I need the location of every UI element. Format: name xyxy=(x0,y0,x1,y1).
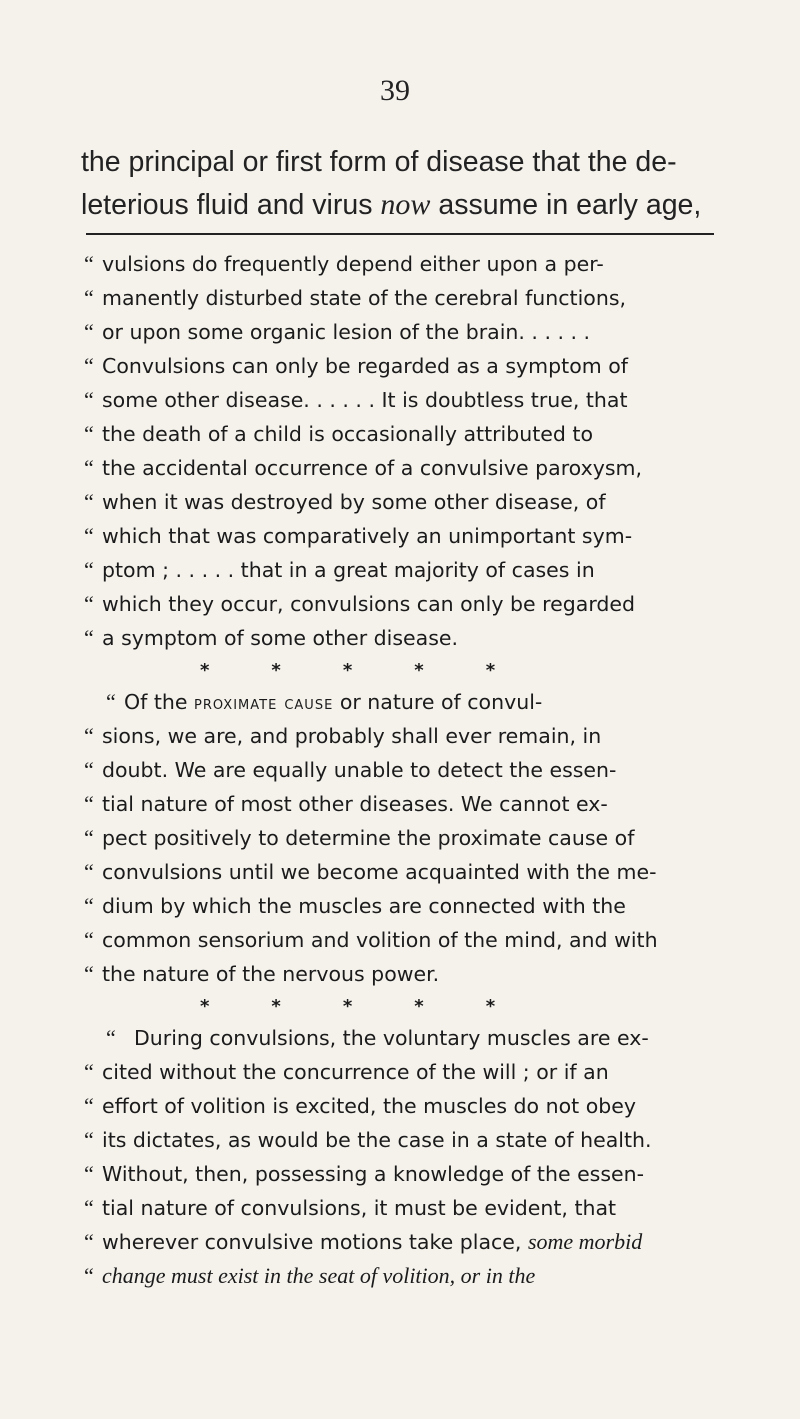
quote-mark: “ xyxy=(84,591,94,616)
quote-line-text: common sensorium and volition of the mind, and with xyxy=(102,928,658,952)
quote-line xyxy=(84,1195,616,1221)
quote-mark: “ xyxy=(106,689,116,714)
quote-line xyxy=(84,1263,535,1289)
quote-mark: “ xyxy=(84,927,94,952)
quote-line xyxy=(84,251,604,277)
quote-line-text: which they occur, convulsions can only be regarded xyxy=(102,592,636,616)
quote-line xyxy=(84,757,616,783)
star: * xyxy=(414,660,424,681)
quote-line-text: ptom ; . . . . . that in a great majority of cases in xyxy=(102,558,595,582)
quote-line xyxy=(84,1093,636,1119)
quote-mark: “ xyxy=(84,319,94,344)
quote-line-text: Of the xyxy=(124,690,195,714)
quote-mark: “ xyxy=(84,557,94,582)
top-rule xyxy=(86,233,714,235)
quote-line xyxy=(84,557,595,583)
quote-line xyxy=(84,689,542,715)
quote-line xyxy=(84,1059,609,1085)
quote-mark: “ xyxy=(84,421,94,446)
quote-line-text: the accidental occurrence of a convulsive paroxysm, xyxy=(102,456,643,480)
quote-line-text: the nature of the nervous power. xyxy=(102,962,440,986)
quote-line xyxy=(84,489,606,515)
quote-mark: “ xyxy=(84,893,94,918)
quote-line xyxy=(84,1161,644,1187)
quote-line-text: effort of volition is excited, the muscles do not obey xyxy=(102,1094,637,1118)
quote-line-text: when it was destroyed by some other disease, of xyxy=(102,490,606,514)
header-line-1: the principal or first form of disease that the de- xyxy=(81,146,677,178)
quote-mark: “ xyxy=(84,1195,94,1220)
quote-line xyxy=(84,859,657,885)
quote-line-text: tial nature of convulsions, it must be evident, that xyxy=(102,1196,617,1220)
quote-mark: “ xyxy=(84,387,94,412)
quote-line xyxy=(84,353,628,379)
quote-line-text: some other disease. . . . . . It is doubtless true, that xyxy=(102,388,628,412)
quote-mark: “ xyxy=(84,825,94,850)
star: * xyxy=(200,660,210,681)
quote-line xyxy=(84,319,590,345)
quote-line-text: its dictates, as would be the case in a state of health. xyxy=(102,1128,652,1152)
quote-mark: “ xyxy=(84,791,94,816)
italic-phrase: some morbid xyxy=(527,1229,643,1254)
quote-mark: “ xyxy=(84,757,94,782)
quote-mark: “ xyxy=(84,723,94,748)
page-number: 39 xyxy=(380,74,410,107)
quote-mark: “ xyxy=(84,859,94,884)
quote-line xyxy=(84,421,593,447)
quote-line xyxy=(84,893,626,919)
section-break-stars xyxy=(200,660,495,681)
quote-line-text: or upon some organic lesion of the brain. . . . . . xyxy=(102,320,591,344)
quote-mark: “ xyxy=(84,1059,94,1084)
quote-mark: “ xyxy=(106,1025,116,1050)
section-break-stars xyxy=(200,996,495,1017)
quote-mark: “ xyxy=(84,353,94,378)
small-caps-phrase: proximate cause xyxy=(194,692,334,714)
quote-line xyxy=(84,927,658,953)
quote-line-text: Convulsions can only be regarded as a symptom of xyxy=(102,354,628,378)
quote-mark: “ xyxy=(84,455,94,480)
header-line-2-end: assume in early age, xyxy=(430,189,702,221)
quote-line-text: or nature of convul- xyxy=(333,690,543,714)
quote-line xyxy=(84,961,439,987)
quote-line-text: During convulsions, the voluntary muscles are ex- xyxy=(134,1026,649,1050)
quote-mark: “ xyxy=(84,251,94,276)
quote-line xyxy=(84,625,458,651)
quote-mark: “ xyxy=(84,1161,94,1186)
star: * xyxy=(200,996,210,1017)
star: * xyxy=(342,660,353,681)
quote-mark: “ xyxy=(84,625,94,650)
quote-line-text: convulsions until we become acquainted with the me- xyxy=(102,860,657,884)
quote-line-text: a symptom of some other disease. xyxy=(102,626,459,650)
quote-mark: “ xyxy=(84,523,94,548)
star: * xyxy=(485,996,496,1017)
quote-line-text: sions, we are, and probably shall ever remain, in xyxy=(102,724,602,748)
header-line-2-start: leterious fluid and virus xyxy=(81,189,381,221)
quote-mark: “ xyxy=(84,1263,94,1288)
star: * xyxy=(342,996,353,1017)
quote-line xyxy=(84,285,626,311)
quote-mark: “ xyxy=(84,489,94,514)
quote-line-text: pect positively to determine the proximate cause of xyxy=(102,826,635,850)
quote-line xyxy=(84,1025,649,1051)
quote-line xyxy=(84,1229,642,1255)
quote-line xyxy=(84,387,628,413)
header-italic-word: now xyxy=(380,188,431,221)
quote-line xyxy=(84,1127,652,1153)
italic-line-text: change must exist in the seat of volition, or in the xyxy=(102,1263,536,1288)
quote-line-text: vulsions do frequently depend either upon a per- xyxy=(102,252,604,276)
quote-line xyxy=(84,523,632,549)
header-line-2 xyxy=(81,188,701,222)
quote-line-text: cited without the concurrence of the will ; or if an xyxy=(102,1060,609,1084)
quote-line-text: wherever convulsive motions take place, xyxy=(102,1230,528,1254)
quote-line xyxy=(84,825,634,851)
quote-line-text: doubt. We are equally unable to detect the essen- xyxy=(102,758,617,782)
quote-line xyxy=(84,455,642,481)
quote-line-text: tial nature of most other diseases. We cannot ex- xyxy=(102,792,608,816)
star: * xyxy=(271,996,281,1017)
quote-line-text: Without, then, possessing a knowledge of the essen- xyxy=(102,1162,645,1186)
quote-line-text: the death of a child is occasionally attributed to xyxy=(102,422,594,446)
quote-line-text: dium by which the muscles are connected with the xyxy=(102,894,626,918)
quote-mark: “ xyxy=(84,961,94,986)
quote-line-text: manently disturbed state of the cerebral functions, xyxy=(102,286,627,310)
quote-mark: “ xyxy=(84,285,94,310)
quote-mark: “ xyxy=(84,1093,94,1118)
star: * xyxy=(271,660,281,681)
quote-mark: “ xyxy=(84,1229,94,1254)
star: * xyxy=(485,660,496,681)
quote-line xyxy=(84,723,601,749)
star: * xyxy=(414,996,424,1017)
quote-line-text: which that was comparatively an unimportant sym- xyxy=(102,524,633,548)
quote-line xyxy=(84,591,635,617)
quote-mark: “ xyxy=(84,1127,94,1152)
quote-line xyxy=(84,791,608,817)
